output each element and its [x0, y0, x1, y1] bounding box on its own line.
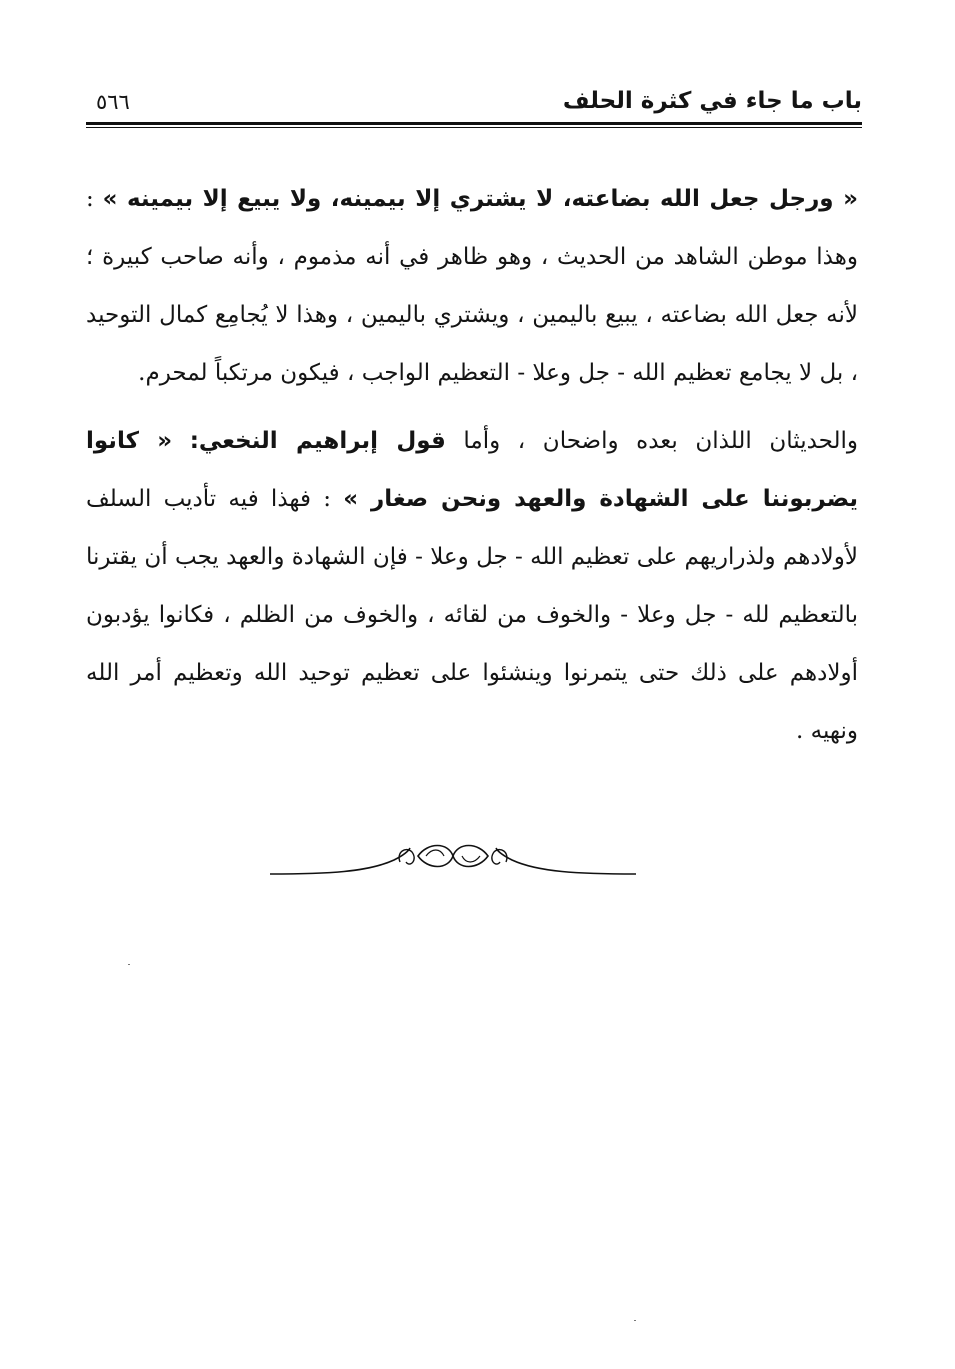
header-rule-thin — [86, 127, 862, 128]
header-rule — [86, 122, 862, 125]
scan-speck — [128, 964, 130, 965]
main-text — [86, 170, 858, 760]
chapter-title: باب ما جاء في كثرة الحلف — [562, 88, 862, 114]
hadith-quote: « ورجل جعل الله بضاعته، لا يشتري إلا بيمينه، ولا يبيع إلا بيمينه » — [102, 186, 858, 212]
paragraph-2 — [86, 412, 858, 760]
intro-text: والحديثان اللذان بعده واضحان ، وأما — [463, 428, 859, 454]
page-number: ٥٦٦ — [96, 90, 130, 114]
scan-speck — [634, 1320, 636, 1321]
commentary-text: : فهذا فيه تأديب السلف لأولادهم ولذراريهم على تعظيم الله - جل وعلا - فإن الشهادة والعهد يجب أن يقترنا بالتعظيم لله - جل وعلا - والخوف من لقائه ، والخوف من الظلم ، فكانوا يؤدبون أولادهم على ذلك حتى يتمرنوا وينشئوا على تعظيم توحيد الله وتعظيم أمر الله ونهيه . — [86, 486, 858, 744]
divider-ornament — [268, 838, 638, 882]
commentary-text: : وهذا موطن الشاهد من الحديث ، وهو ظاهر في أنه مذموم ، وأنه صاحب كبيرة ؛ لأنه جعل الله بضاعته ، يبيع باليمين ، ويشتري باليمين ، وهذا لا يُجامِع كمال التوحيد ، بل لا يجامع تعظيم الله - جل وعلا - التعظيم الواجب ، فيكون مرتكباً لمحرم. — [86, 186, 858, 386]
quote-label: قول إبراهيم النخعي: — [189, 428, 446, 454]
athar-quote: « كانوا يضربوننا على الشهادة والعهد ونحن صغار » — [86, 428, 859, 512]
paragraph-1 — [86, 170, 858, 402]
page-header — [86, 78, 862, 124]
